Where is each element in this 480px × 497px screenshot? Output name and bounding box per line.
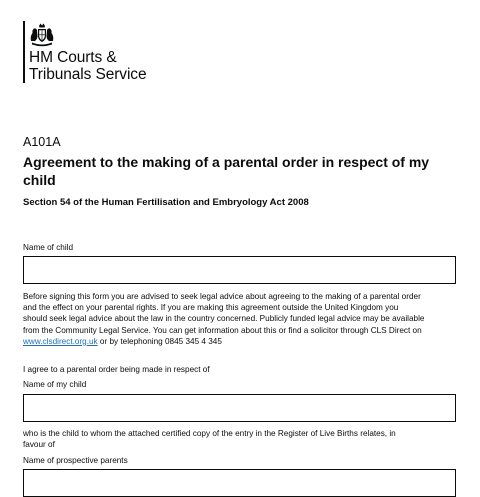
advice-line: from the Community Legal Service. You can get information about this or find a solicitor through CLS Direct on — [23, 325, 422, 335]
birth-register-statement — [23, 428, 463, 450]
form-title: Agreement to the making of a parental order in respect of my child — [23, 154, 430, 188]
prospective-parents-label: Name of prospective parents — [23, 456, 128, 465]
org-name-line-1: HM Courts & — [29, 49, 117, 66]
statement-line: favour of — [23, 440, 55, 450]
form-code: A101A — [23, 135, 61, 149]
telephone-text: or by telephoning 0845 345 4 345 — [97, 336, 222, 346]
legal-advice-notice — [23, 291, 463, 347]
agreement-intro: I agree to a parental order being made in respect of — [23, 365, 210, 374]
advice-line: Before signing this form you are advised to seek legal advice about agreeing to the making of a parental order — [23, 292, 421, 301]
name-of-my-child-field[interactable] — [23, 394, 456, 422]
royal-coat-of-arms-icon — [29, 23, 55, 47]
name-of-child-label: Name of child — [23, 243, 74, 252]
org-name-line-2: Tribunals Service — [29, 66, 147, 83]
name-of-my-child-label: Name of my child — [23, 380, 87, 389]
advice-link-line — [23, 336, 463, 347]
name-of-child-field[interactable] — [23, 256, 456, 284]
form-subtitle: Section 54 of the Human Fertilisation and Embryology Act 2008 — [23, 197, 309, 208]
statement-line: who is the child to whom the attached certified copy of the entry in the Register of Live Births relates, in — [23, 429, 396, 438]
advice-line: and the effect on your parental rights. If you are making this agreement outside the United Kingdom you — [23, 303, 399, 313]
advice-line: should seek legal advice about the law in the country concerned. Publicly funded legal advice may be available — [23, 314, 425, 324]
cls-direct-link[interactable]: www.clsdirect.org.uk — [23, 336, 98, 346]
logo-divider — [23, 21, 25, 83]
prospective-parents-field[interactable] — [23, 469, 456, 497]
